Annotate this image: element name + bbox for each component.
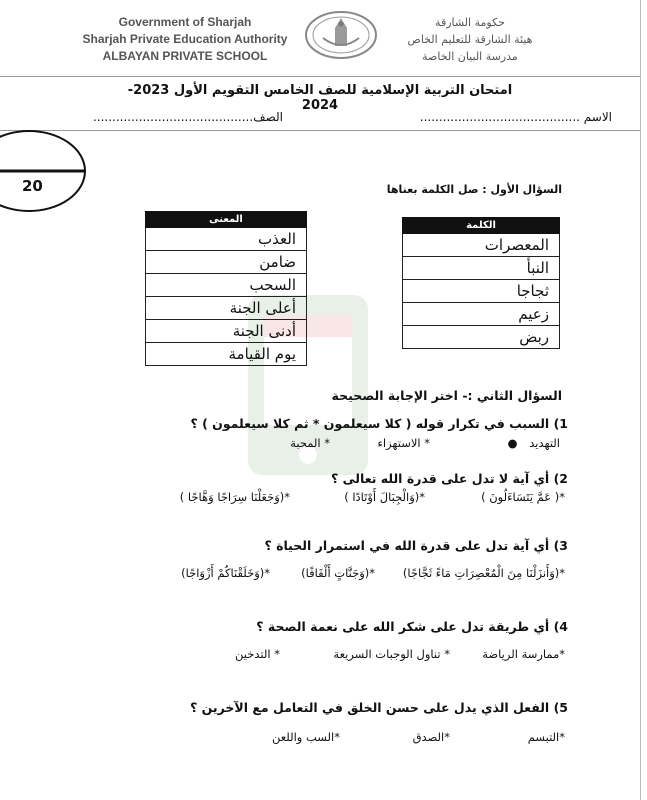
meaning-item: ضامن <box>146 251 307 274</box>
word-item: المعصرات <box>403 234 560 257</box>
word-item: ربض <box>403 326 560 349</box>
q3-option-b[interactable]: *(وَجَنَّاتٍ أَلْفَافًا) <box>301 566 375 580</box>
question-text: الفعل الذي يدل على حسن الخلق في التعامل مع الآخرين ؟ <box>190 700 550 715</box>
word-item: ثجاجا <box>403 280 560 303</box>
q5-option-b[interactable]: *الصدق <box>412 730 450 744</box>
meanings-table <box>145 211 307 366</box>
q2-option-a[interactable]: *( عَمَّ يَتَسَاءَلُونَ ) <box>481 490 565 504</box>
meaning-item: أدنى الجنة <box>146 320 307 343</box>
score-circle <box>0 128 88 214</box>
name-field: الاسم .......................................... <box>419 110 612 124</box>
en-authority: Sharjah Private Education Authority <box>82 32 288 46</box>
q5-option-a[interactable]: *التبسم <box>527 730 565 744</box>
q2-option-b[interactable]: *(وَالْجِبَالَ أَوْتَادًا ) <box>344 490 425 504</box>
ar-government: حكومة الشارقة <box>435 16 505 29</box>
question-number: 3) <box>553 538 568 553</box>
sharjah-emblem-icon <box>303 10 379 60</box>
en-school: ALBAYAN PRIVATE SCHOOL <box>102 49 268 63</box>
word-item: زعيم <box>403 303 560 326</box>
q1-title: السؤال الأول : صل الكلمة بعناها <box>386 183 562 196</box>
question-4 <box>256 619 568 634</box>
question-1 <box>190 416 568 431</box>
q1-option-a[interactable] <box>470 436 560 450</box>
question-text: أي آية تدل على قدرة الله في استمرار الحياة ؟ <box>264 538 550 553</box>
q4-option-c[interactable]: * التدخين <box>235 647 280 661</box>
meaning-item: يوم القيامة <box>146 343 307 366</box>
header-divider <box>0 76 640 77</box>
question-text: السبب في تكرار قوله ( كلا سيعلمون * ثم كلا سيعلمون ) ؟ <box>190 416 550 431</box>
class-field: الصف.......................................... <box>92 110 283 124</box>
words-header: الكلمة <box>403 218 560 234</box>
meaning-item: العذب <box>146 228 307 251</box>
option-text: التهديد <box>529 436 560 450</box>
total-score: 20 <box>22 177 43 195</box>
q1-option-c[interactable]: * المحبة <box>290 436 330 450</box>
header-arabic <box>390 14 550 65</box>
bullet-icon: ● <box>507 436 518 450</box>
q2-option-c[interactable]: *(وَجَعَلْنَا سِرَاجًا وَهَّاجًا ) <box>179 490 290 504</box>
word-item: النبأ <box>403 257 560 280</box>
question-number: 4) <box>553 619 568 634</box>
question-number: 1) <box>553 416 568 431</box>
question-number: 5) <box>553 700 568 715</box>
question-text: أي طريقة تدل على شكر الله على نعمة الصحة ؟ <box>256 619 550 634</box>
page-right-edge <box>640 0 641 800</box>
ar-authority: هيئة الشارقة للتعليم الخاص <box>407 33 533 46</box>
question-number: 2) <box>553 471 568 486</box>
q4-option-a[interactable]: *ممارسة الرياضة <box>482 647 565 661</box>
question-3 <box>250 538 568 553</box>
question-2 <box>240 471 568 486</box>
name-divider <box>0 130 640 131</box>
exam-title: امتحان التربية الإسلامية للصف الخامس التقويم الأول 2023-2024 <box>127 83 513 113</box>
meanings-header: المعنى <box>146 212 307 228</box>
q3-option-c[interactable]: *(وَخَلَقْنَاكُمْ أَزْوَاجًا) <box>181 566 270 580</box>
words-table <box>402 217 560 349</box>
meaning-item: السحب <box>146 274 307 297</box>
en-government: Government of Sharjah <box>118 15 252 29</box>
q1-option-b[interactable]: * الاستهزاء <box>377 436 430 450</box>
header-english <box>60 14 310 65</box>
ar-school: مدرسة البيان الخاصة <box>422 50 518 63</box>
meaning-item: أعلى الجنة <box>146 297 307 320</box>
q2-title: السؤال الثاني :- اختر الإجابة الصحيحة <box>331 388 562 403</box>
q5-option-c[interactable]: *السب واللعن <box>271 730 340 744</box>
q3-option-a[interactable]: *(وَأَنزَلْنَا مِنَ الْمُعْصِرَاتِ مَاءً ثَجَّاجًا) <box>402 566 565 580</box>
question-5 <box>190 700 568 715</box>
question-text: أي آية لا تدل على قدرة الله تعالى ؟ <box>331 471 550 486</box>
q4-option-b[interactable]: * تناول الوجبات السريعة <box>333 647 450 661</box>
